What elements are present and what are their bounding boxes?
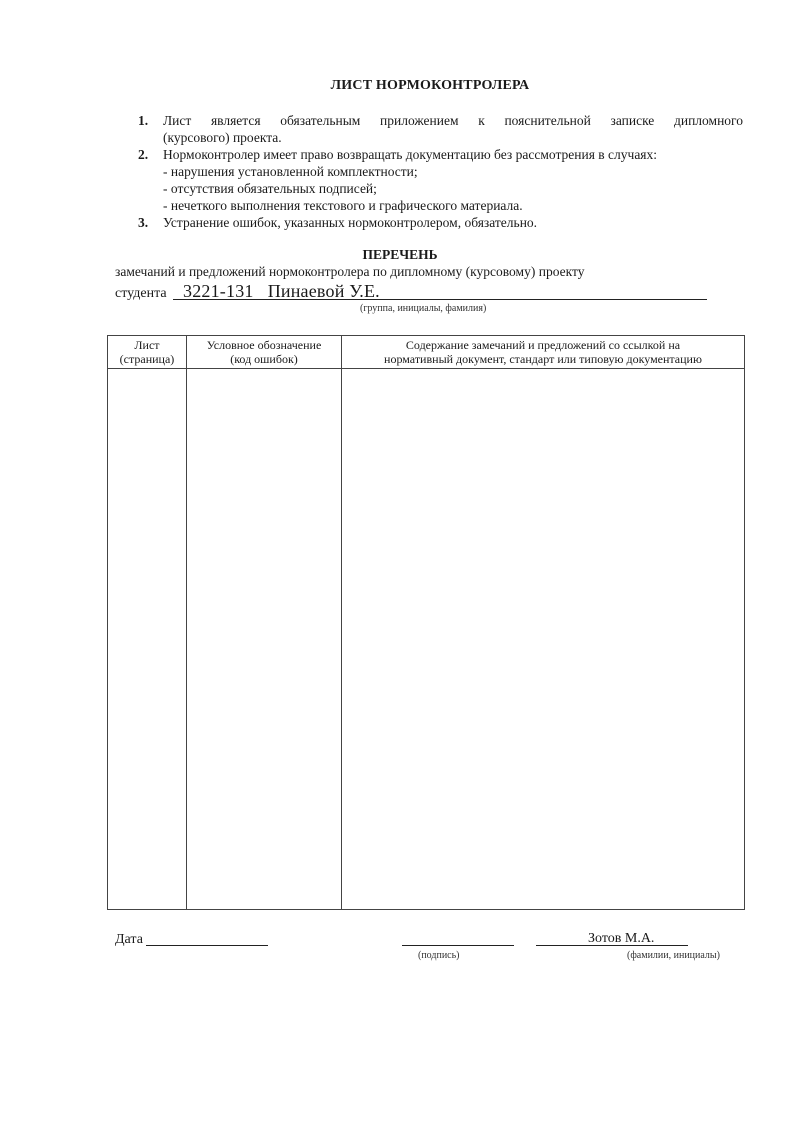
- rule-number: 1.: [138, 113, 149, 128]
- table-row: [108, 369, 745, 910]
- inspector-name-caption: (фамилии, инициалы): [627, 950, 720, 961]
- header-line: Лист: [134, 338, 160, 352]
- table-cell-code[interactable]: [187, 369, 342, 910]
- table-cell-content[interactable]: [342, 369, 745, 910]
- rule-item-1: [138, 112, 743, 146]
- rule-item-3: [138, 214, 743, 231]
- date-label: Дата: [115, 932, 143, 947]
- header-line: (страница): [119, 352, 175, 366]
- rule-subitem: - отсутствия обязательных подписей;: [163, 181, 377, 196]
- list-intro: замечаний и предложений нормоконтролера по дипломному (курсовому) проекту: [115, 264, 585, 279]
- student-field[interactable]: 3221-131 Пинаевой У.Е.: [183, 281, 380, 301]
- rule-subitem: - нарушения установленной комплектности;: [163, 164, 418, 179]
- rule-number: 3.: [138, 215, 149, 230]
- column-header-content: [342, 336, 745, 369]
- column-header-sheet: [108, 336, 187, 369]
- list-heading: ПЕРЕЧЕНЬ: [362, 247, 438, 262]
- student-label: студента: [115, 286, 167, 301]
- table-header-row: [108, 336, 745, 369]
- header-line: нормативный документ, стандарт или типовую документацию: [384, 352, 702, 366]
- rule-text: Устранение ошибок, указанных нормоконтролером, обязательно.: [163, 215, 538, 230]
- table-cell-sheet[interactable]: [108, 369, 187, 910]
- signature-caption: (подпись): [418, 950, 460, 961]
- form-title: ЛИСТ НОРМОКОНТРОЛЕРА: [330, 78, 530, 93]
- inspector-name-field[interactable]: Зотов М.А.: [588, 931, 655, 946]
- header-line: Содержание замечаний и предложений со ссылкой на: [405, 338, 681, 352]
- rule-item-2: [138, 146, 743, 163]
- rule-text-line: Лист является обязательным приложением к пояснительной записке дипломного: [163, 113, 743, 128]
- rule-number: 2.: [138, 147, 149, 162]
- rule-text: Нормоконтролер имеет право возвращать документацию без рассмотрения в случаях:: [163, 147, 658, 162]
- student-caption: (группа, инициалы, фамилия): [360, 303, 487, 314]
- header-line: (код ошибок): [230, 352, 298, 366]
- date-field[interactable]: [146, 945, 268, 946]
- column-header-code: [187, 336, 342, 369]
- signature-field[interactable]: [402, 945, 514, 946]
- remarks-table: [107, 335, 745, 910]
- rule-text-line: (курсового) проекта.: [163, 130, 282, 145]
- rules-list: [138, 112, 743, 231]
- rule-subitem: - нечеткого выполнения текстового и графического материала.: [163, 198, 523, 213]
- header-line: Условное обозначение: [206, 338, 322, 352]
